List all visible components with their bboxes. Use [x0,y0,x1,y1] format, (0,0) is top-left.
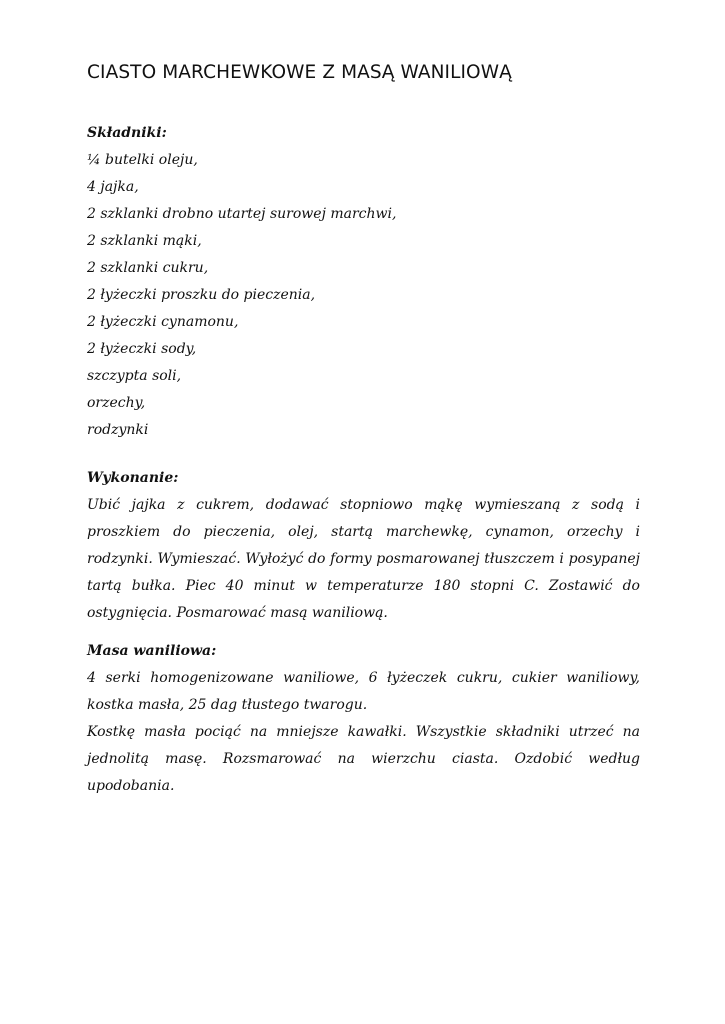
ingredient-item: 2 szklanki mąki, [87,233,202,249]
ingredient-item: 2 łyżeczki sody, [87,341,197,357]
ingredients-list [87,147,640,444]
method-heading: Wykonanie: [87,470,179,486]
ingredient-item: szczypta soli, [87,368,182,384]
method-text: Ubić jajka z cukrem, dodawać stopniowo mąkę wymieszaną z sodą i proszkiem do pieczenia, olej, startą marchewkę, cynamon, orzechy i rodzynki. Wymieszać. Wyłożyć do formy posmarowanej tłuszczem i posypanej tartą bułka. Piec 40 minut w temperaturze 180 stopni C. Zostawić do ostygnięcia. Posmarować masą waniliową. [87,497,640,621]
ingredients-heading: Składniki: [87,125,167,141]
ingredient-item: 4 jajka, [87,179,139,195]
ingredient-item: rodzynki [87,422,149,438]
method-section [87,465,640,627]
vanilla-mass-ingredients-text: 4 serki homogenizowane waniliowe, 6 łyżeczek cukru, cukier waniliowy, kostka masła, 25 dag tłustego twarogu. [87,670,640,713]
ingredients-section [87,120,640,444]
vanilla-mass-instructions-text: Kostkę masła pociąć na mniejsze kawałki. Wszystkie składniki utrzeć na jednolitą masę. Rozsmarować na wierzchu ciasta. Ozdobić według upodobania. [87,724,640,794]
ingredient-item: 2 łyżeczki proszku do pieczenia, [87,287,316,303]
ingredient-item: 2 szklanki drobno utartej surowej marchwi, [87,206,397,222]
ingredient-item: 2 łyżeczki cynamonu, [87,314,239,330]
recipe-title: CIASTO MARCHEWKOWE Z MASĄ WANILIOWĄ [87,62,512,83]
ingredient-item: ¼ butelki oleju, [87,152,198,168]
vanilla-mass-heading: Masa waniliowa: [87,643,217,659]
ingredient-item: orzechy, [87,395,146,411]
ingredient-item: 2 szklanki cukru, [87,260,209,276]
vanilla-mass-section [87,638,640,800]
